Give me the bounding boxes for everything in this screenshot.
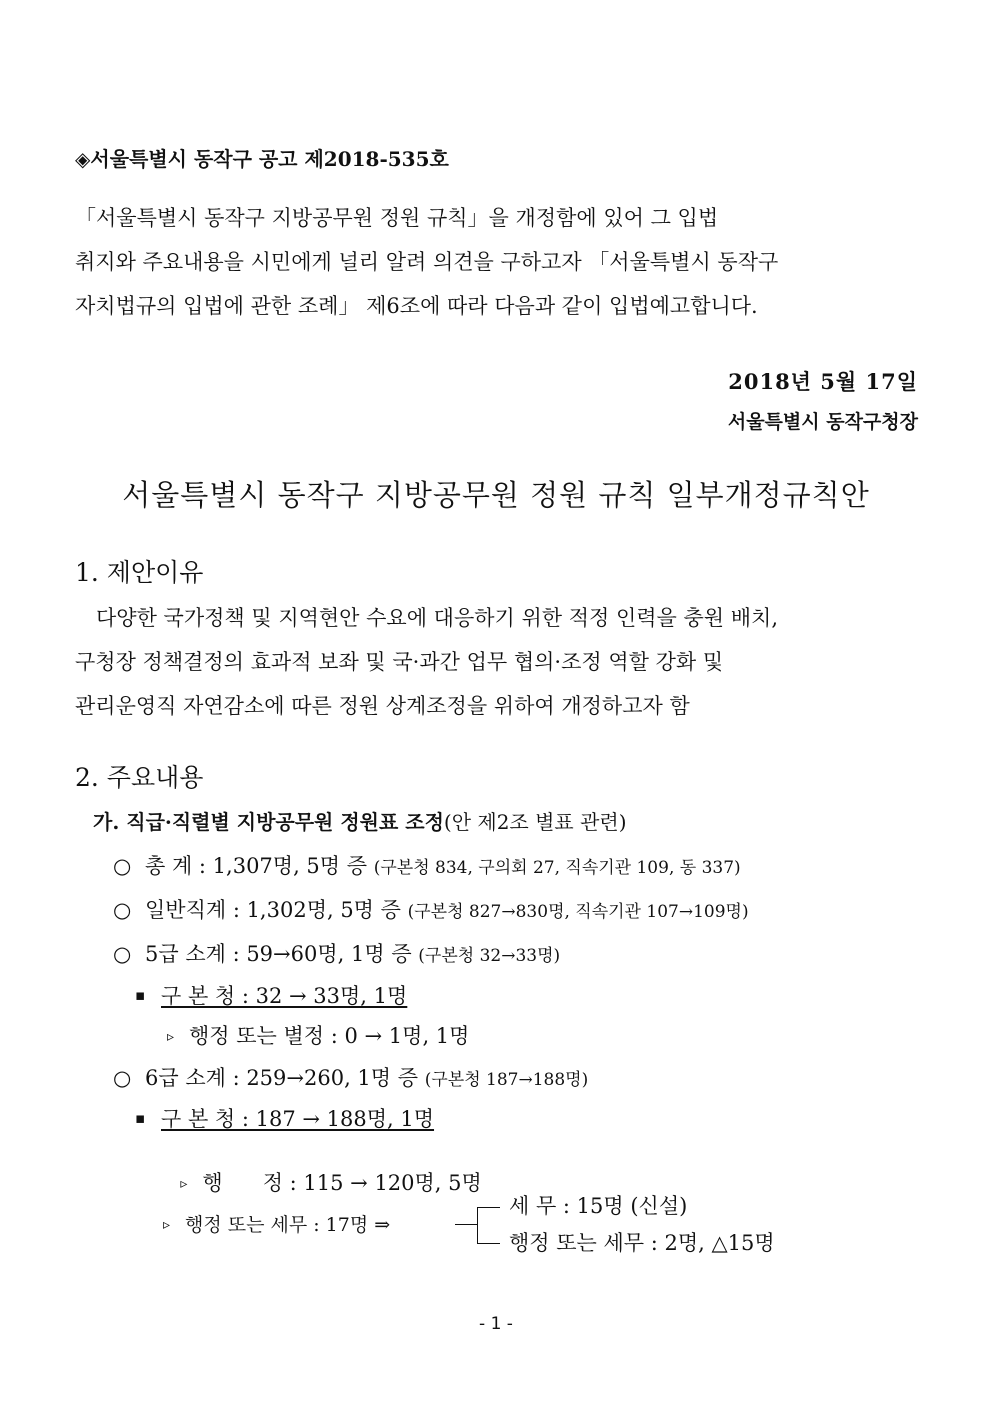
list-item-grade6-tax [163,1210,390,1237]
branch-connector [455,1224,477,1225]
intro-line: 「서울특별시 동작구 지방공무원 정원 규칙」을 개정함에 있어 그 입법 [75,206,719,230]
list-item-grade6-hq [135,1103,434,1133]
reason-line: 관리운영직 자연감소에 따른 정원 상계조정을 위하여 개정하고자 함 [75,694,690,718]
item-main: 총 계 : 1,307명, 5명 증 [145,854,368,878]
list-item-total [113,850,741,880]
list-item-grade5-hq [135,980,407,1010]
notice-issuer: 서울특별시 동작구청장 [727,411,918,433]
triangle-bullet-icon: ▹ [180,1176,188,1192]
list-item-grade6 [113,1062,588,1092]
item-text: 구 본 청 : 187 → 188명, 1명 [161,1107,435,1131]
section-heading-reason: 1. 제안이유 [75,558,204,587]
list-item-grade5 [113,938,560,968]
circle-bullet-icon: ○ [113,898,132,922]
subsection-title: 가. 직급·직렬별 지방공무원 정원표 조정 [93,810,444,834]
item-main: 일반직계 : 1,302명, 5명 증 [145,898,401,922]
reason-line: 다양한 국가정책 및 지역현안 수요에 대응하기 위한 적정 인력을 충원 배치, [96,606,779,630]
branch-tax: 세 무 : 15명 (신설) [509,1194,688,1218]
item-note: (구본청 32→33명) [418,946,561,966]
reason-text [75,596,778,728]
item-note: (구본청 834, 구의회 27, 직속기관 109, 동 337) [373,858,741,878]
triangle-bullet-icon: ▹ [167,1029,175,1045]
intro-line: 자치법규의 입법에 관한 조례」 제6조에 따라 다음과 같이 입법예고합니다. [75,294,758,318]
square-bullet-icon: ▪ [135,986,146,1004]
page-number: - 1 - [479,1314,513,1334]
item-main: 6급 소계 : 259→260, 1명 증 [145,1066,419,1090]
item-text: 구 본 청 : 32 → 33명, 1명 [161,984,408,1008]
document-title: 서울특별시 동작구 지방공무원 정원 규칙 일부개정규칙안 [122,478,870,512]
subsection-note: (안 제2조 별표 관련) [443,810,627,834]
list-item-grade5-admin [167,1020,469,1050]
subsection-heading [93,806,627,835]
notice-intro [75,196,920,328]
circle-bullet-icon: ○ [113,942,132,966]
item-note: (구본청 187→188명) [424,1070,589,1090]
branch-admin-tax: 행정 또는 세무 : 2명, △15명 [509,1231,775,1255]
item-text: 행정 또는 별정 : 0 → 1명, 1명 [189,1024,470,1048]
item-text: 행정 또는 세무 : 17명 ⇒ [185,1214,391,1236]
item-text: 행 정 : 115 → 120명, 5명 [202,1171,482,1195]
reason-line: 구청장 정책결정의 효과적 보좌 및 국·과간 업무 협의·조정 역할 강화 및 [75,650,724,674]
notice-date: 2018년 5월 17일 [728,369,918,394]
list-item-grade6-admin [167,1143,482,1197]
intro-line: 취지와 주요내용을 시민에게 널리 알려 의견을 구하고자 「서울특별시 동작구 [75,250,779,274]
triangle-bullet-icon: ▹ [163,1217,171,1233]
item-main: 5급 소계 : 59→60명, 1명 증 [145,942,412,966]
section-heading-contents: 2. 주요내용 [75,763,204,792]
circle-bullet-icon: ○ [113,1066,132,1090]
item-note: (구본청 827→830명, 직속기관 107→109명) [407,902,749,922]
square-bullet-icon: ▪ [135,1109,146,1127]
notice-number: ◈서울특별시 동작구 공고 제2018-535호 [75,147,449,171]
list-item-general [113,894,749,924]
circle-bullet-icon: ○ [113,854,132,878]
branch-bracket [477,1207,500,1244]
